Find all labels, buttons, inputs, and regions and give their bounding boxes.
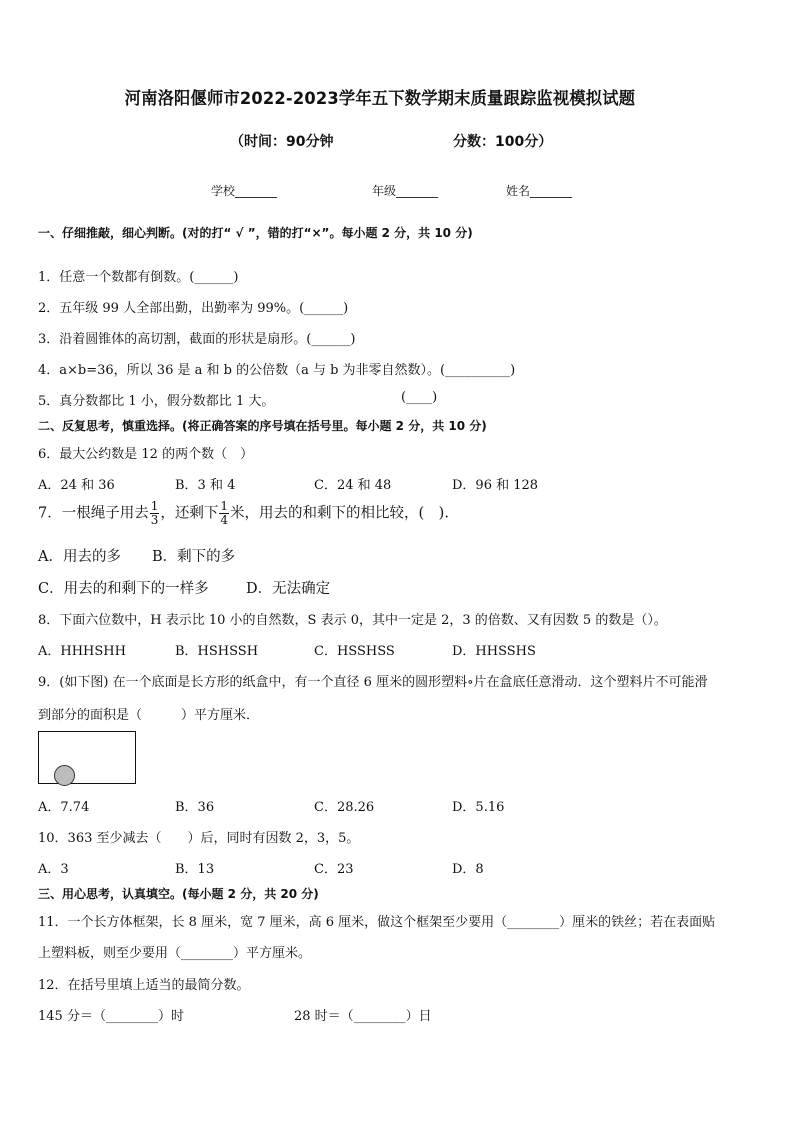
q9-option-b: B．36	[175, 800, 215, 815]
q9-option-a: A．7.74	[38, 800, 90, 815]
question-4: 4．a×b=36，所以 36 是 a 和 b 的公倍数（a 与 b 为非零自然数）。(__________)	[38, 363, 516, 378]
q7-text-part1: 7．一根绳子用去	[38, 505, 149, 522]
q6-option-a: A．24 和 36	[38, 478, 115, 493]
q12-part-a: 145 分＝（________）时	[38, 1009, 184, 1024]
exam-score: 分数：100分）	[453, 134, 553, 150]
question-9-line-1: 9．(如下图) 在一个底面是长方形的纸盒中，有一个直径 6 厘米的圆形塑料∘片在盒底任意滑动．这个塑料片不可能滑	[38, 675, 708, 690]
question-1: 1．任意一个数都有倒数。(______)	[38, 270, 239, 285]
question-2: 2．五年级 99 人全部出勤，出勤率为 99%。(______)	[38, 301, 349, 316]
question-9-line-2: 到部分的面积是（ ）平方厘米．	[38, 708, 260, 723]
q6-option-b: B．3 和 4	[175, 478, 236, 493]
question-8: 8．下面六位数中，H 表示比 10 小的自然数，S 表示 0，其中一定是 2，3 的倍数、又有因数 5 的数是（）。	[38, 613, 667, 628]
exam-title: 河南洛阳偃师市2022-2023学年五下数学期末质量跟踪监视模拟试题	[124, 89, 636, 109]
question-5: 5．真分数都比 1 小，假分数都比 1 大。	[38, 394, 275, 409]
question-11-line-1: 11．一个长方体框架，长 8 厘米，宽 7 厘米，高 6 厘米，做这个框架至少要用（________）厘米的铁丝；若在表面贴	[38, 915, 716, 930]
fraction-one-third: $\frac{1}{3}$	[150, 499, 159, 527]
q7-text-part3: 米，用去的和剩下的相比较，( ).	[230, 505, 449, 522]
section-2-heading: 二、反复思考，慎重选择。(将正确答案的序号填在括号里。每小题 2 分，共 10 分)	[38, 419, 487, 433]
question-5-blank: (____)	[401, 390, 438, 405]
q9-option-d: D．5.16	[452, 800, 505, 815]
section-1-heading: 一、仔细推敲，细心判断。(对的打“ √ ”，错的打“×”。每小题 2 分，共 10 分)	[38, 226, 473, 240]
question-6: 6．最大公约数是 12 的两个数（ ）	[38, 447, 254, 462]
section-3-heading: 三、用心思考，认真填空。(每小题 2 分，共 20 分)	[38, 887, 319, 901]
q7-option-a: A．用去的多	[38, 549, 121, 565]
plastic-disc-diagram	[54, 765, 75, 786]
q6-option-c: C．24 和 48	[314, 478, 392, 493]
question-10: 10．363 至少减去（ ）后，同时有因数 2，3，5。	[38, 831, 360, 846]
name-field: 姓名_______	[506, 184, 573, 198]
q8-option-b: B．HSHSSH	[175, 644, 259, 659]
q9-option-c: C．28.26	[314, 800, 375, 815]
box-diagram	[38, 731, 136, 784]
q7-text-part2: ，还剩下	[160, 505, 219, 522]
school-field: 学校_______	[211, 184, 278, 198]
q10-option-c: C．23	[314, 862, 354, 877]
q8-option-d: D．HHSSHS	[452, 644, 536, 659]
fraction-one-quarter: $\frac{1}{4}$	[220, 499, 229, 527]
exam-time: （时间：90分钟	[230, 134, 334, 150]
question-7	[38, 500, 449, 527]
question-3: 3．沿着圆锥体的高切割，截面的形状是扇形。(______)	[38, 332, 356, 347]
q10-option-b: B．13	[175, 862, 215, 877]
question-12: 12．在括号里填上适当的最简分数。	[38, 978, 250, 993]
grade-field: 年级_______	[372, 184, 439, 198]
q10-option-d: D．8	[452, 862, 484, 877]
q7-option-c: C．用去的和剩下的一样多	[38, 581, 209, 597]
q7-option-b: B．剩下的多	[152, 549, 236, 565]
q12-part-b: 28 时＝（________）日	[294, 1009, 432, 1024]
q8-option-c: C．HSSHSS	[314, 644, 395, 659]
q6-option-d: D．96 和 128	[452, 478, 539, 493]
question-11-line-2: 上塑料板，则至少要用（________）平方厘米。	[38, 946, 312, 961]
q8-option-a: A．HHHSHH	[38, 644, 126, 659]
q10-option-a: A．3	[38, 862, 69, 877]
q7-option-d: D．无法确定	[246, 581, 331, 597]
